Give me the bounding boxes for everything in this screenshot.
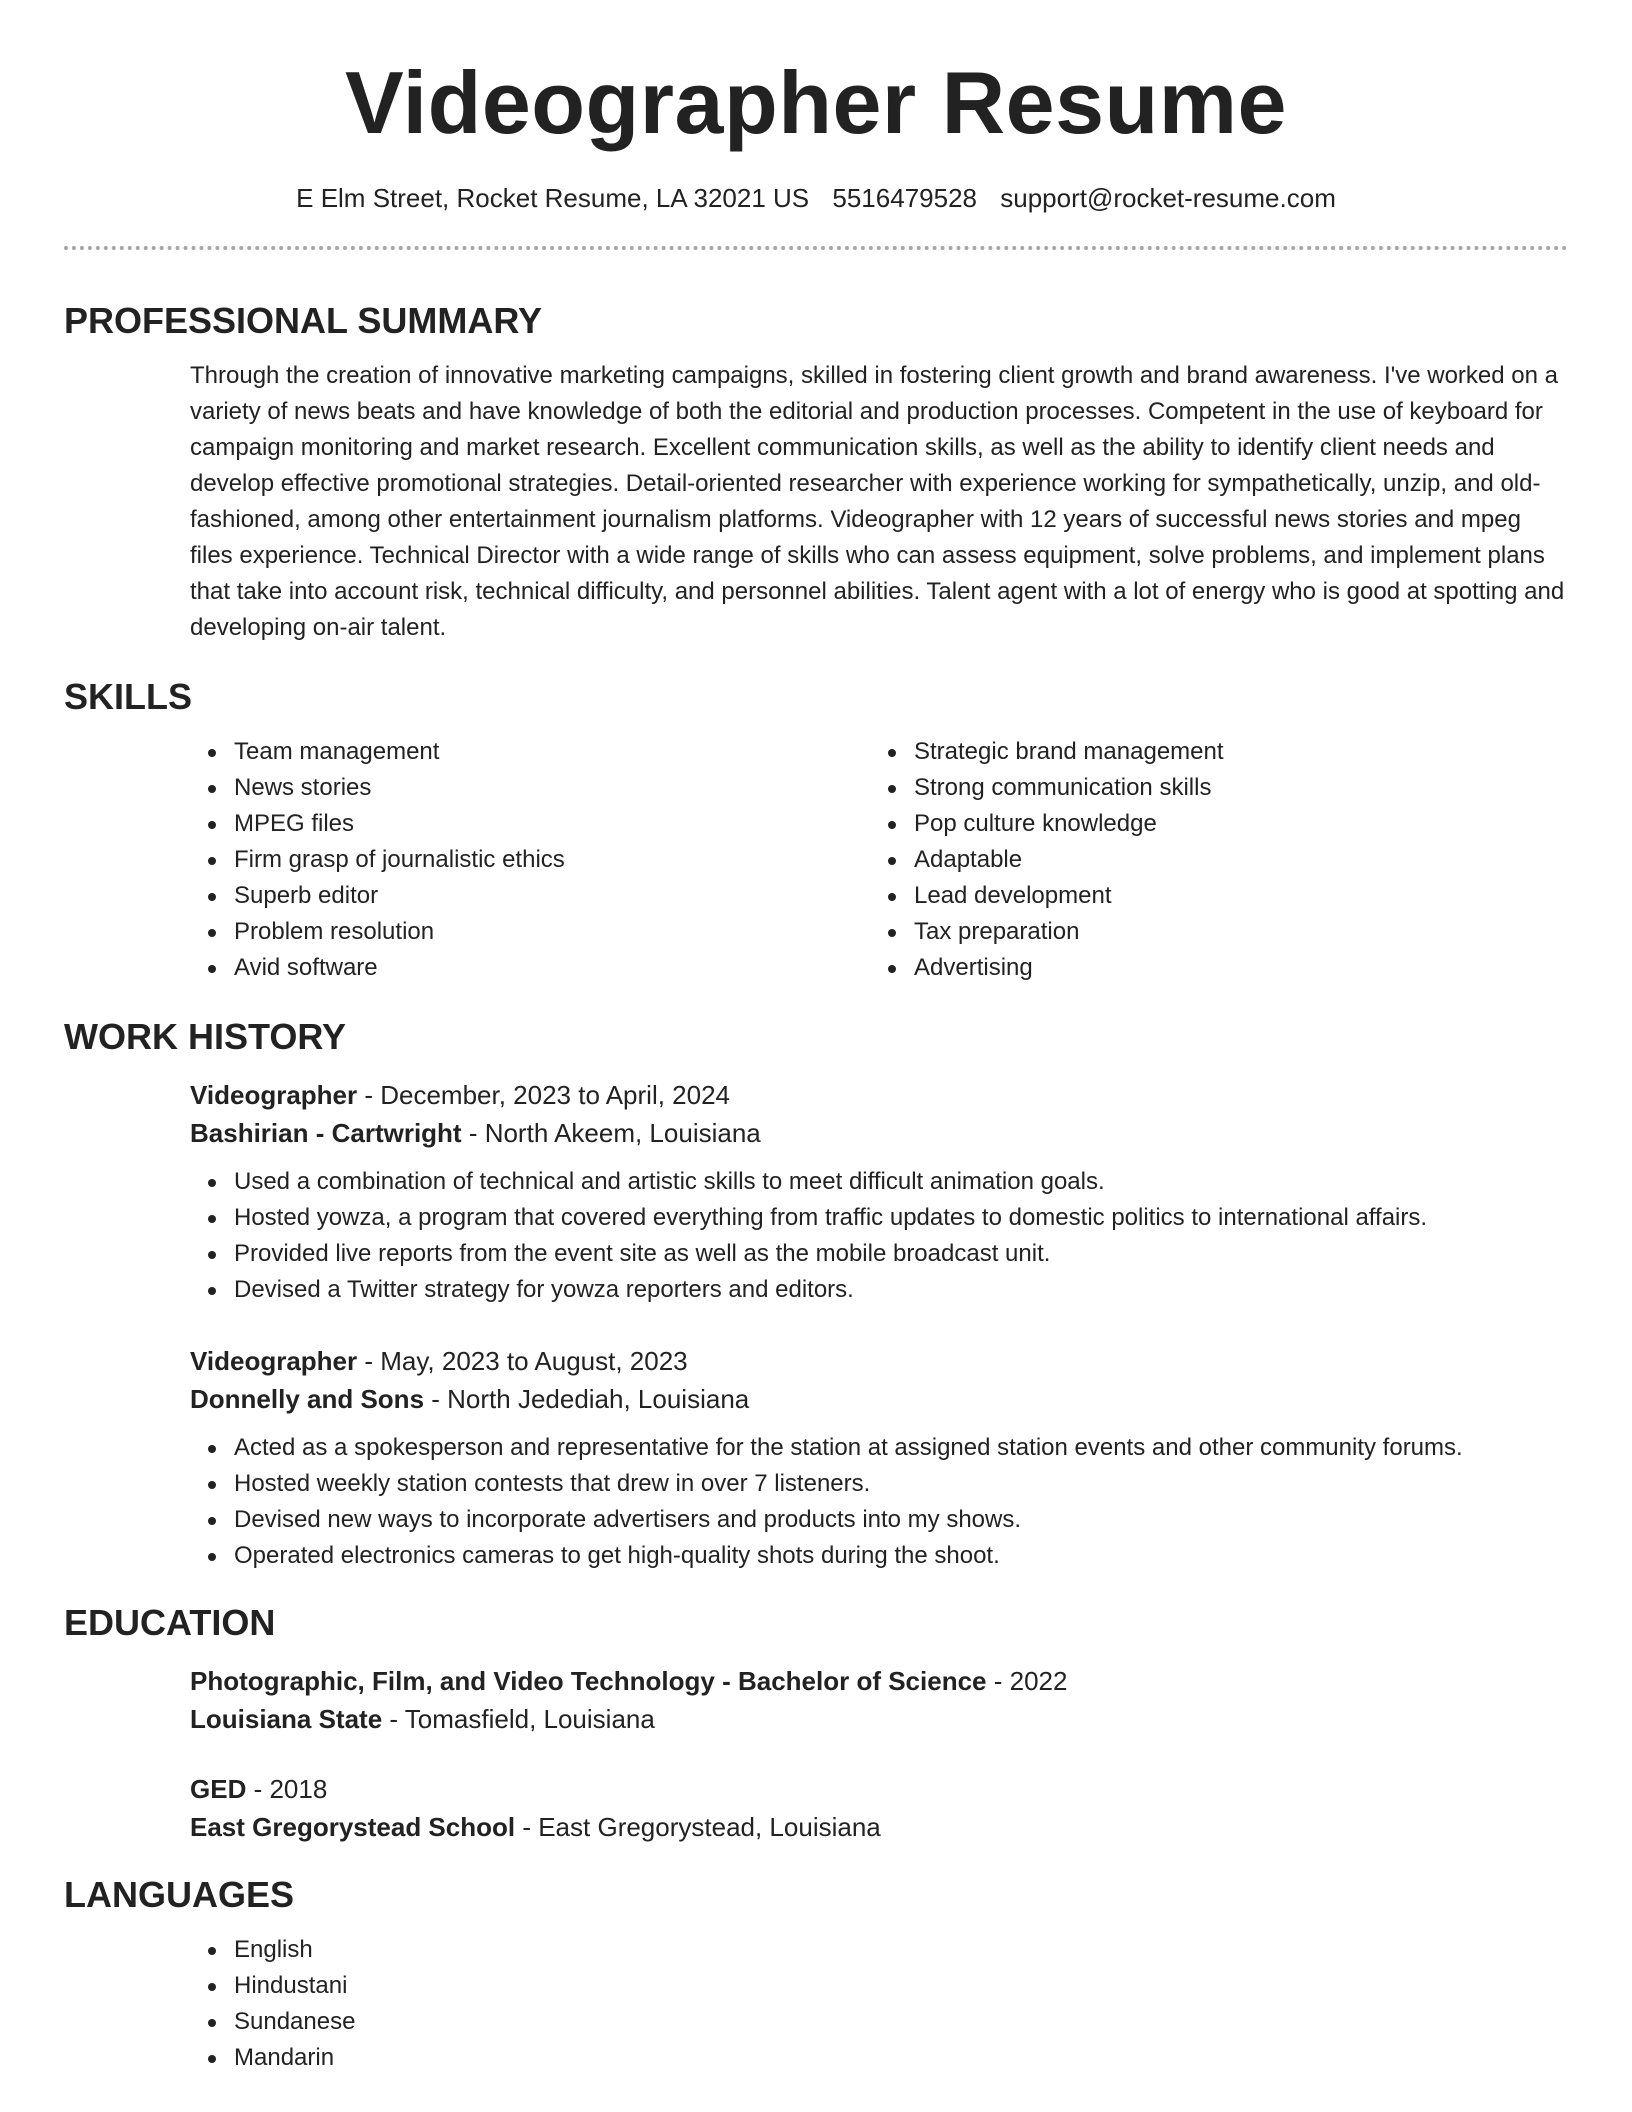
education-degree: GED: [190, 1774, 247, 1804]
education-entry: [190, 1662, 1568, 1738]
skill-item: Adaptable: [870, 842, 1550, 878]
skills-body: [64, 734, 1568, 986]
skill-item: Strategic brand management: [870, 734, 1550, 770]
job-bullet: Devised a Twitter strategy for yowza reporters and editors.: [190, 1272, 1568, 1308]
job-bullet: Provided live reports from the event site as well as the mobile broadcast unit.: [190, 1236, 1568, 1272]
languages-list: [190, 1932, 1568, 2076]
education-degree-line: [190, 1662, 1568, 1700]
skills-columns: [190, 734, 1568, 986]
education-school: Louisiana State: [190, 1704, 383, 1734]
skill-item: Avid software: [190, 950, 870, 986]
languages-body: [64, 1932, 1568, 2076]
language-item: Sundanese: [190, 2004, 1568, 2040]
education-school: East Gregorystead School: [190, 1812, 516, 1842]
education-location: - Tomasfield, Louisiana: [382, 1704, 655, 1734]
job-company-line: [190, 1380, 1568, 1418]
header-divider: [64, 246, 1568, 250]
job-entry: [190, 1342, 1568, 1574]
job-bullet: Devised new ways to incorporate advertisers and products into my shows.: [190, 1502, 1568, 1538]
job-bullets: [190, 1430, 1568, 1574]
education-year: - 2018: [246, 1774, 328, 1804]
job-title: Videographer: [190, 1080, 358, 1110]
job-dates: - December, 2023 to April, 2024: [357, 1080, 731, 1110]
job-entry: [190, 1076, 1568, 1308]
work-body: [64, 1076, 1568, 1574]
education-body: [64, 1662, 1568, 1846]
work-heading: WORK HISTORY: [64, 1016, 347, 1057]
education-location: - East Gregorystead, Louisiana: [515, 1812, 881, 1842]
resume-page: [64, 0, 1568, 2076]
job-bullet: Acted as a spokesperson and representative for the station at assigned station events and other community forums.: [190, 1430, 1568, 1466]
job-bullet: Used a combination of technical and artistic skills to meet difficult animation goals.: [190, 1164, 1568, 1200]
education-degree-line: [190, 1770, 1568, 1808]
job-company-line: [190, 1114, 1568, 1152]
summary-text: Through the creation of innovative marketing campaigns, skilled in fostering client growth and brand awareness. I've worked on a variety of news beats and have knowledge of both the editorial and production processes. Competent in the use of keyboard for campaign monitoring and market research. Excellent communication skills, as well as the ability to identify client needs and develop effective promotional strategies. Detail-oriented researcher with experience working for sympathetically, unzip, and old-fashioned, among other entertainment journalism platforms. Videographer with 12 years of successful news stories and mpeg files experience. Technical Director with a wide range of skills who can assess equipment, solve problems, and implement plans that take into account risk, technical difficulty, and personnel abilities. Talent agent with a lot of energy who is good at spotting and developing on-air talent.: [190, 362, 1565, 641]
education-year: - 2022: [986, 1666, 1068, 1696]
language-item: Mandarin: [190, 2040, 1568, 2076]
job-bullets: [190, 1164, 1568, 1308]
skills-heading: SKILLS: [64, 676, 193, 717]
education-section: [64, 1598, 1568, 1846]
contact-phone: 5516479528: [832, 183, 977, 213]
job-title: Videographer: [190, 1346, 358, 1376]
skills-section: [64, 672, 1568, 986]
skill-item: MPEG files: [190, 806, 870, 842]
skill-item: Problem resolution: [190, 914, 870, 950]
skill-item: Strong communication skills: [870, 770, 1550, 806]
work-section: [64, 1012, 1568, 1574]
summary-heading: PROFESSIONAL SUMMARY: [64, 300, 543, 341]
job-title-line: [190, 1076, 1568, 1114]
skill-item: Firm grasp of journalistic ethics: [190, 842, 870, 878]
language-item: Hindustani: [190, 1968, 1568, 2004]
education-degree: Photographic, Film, and Video Technology - Bachelor of Science: [190, 1666, 987, 1696]
job-title-line: [190, 1342, 1568, 1380]
skill-item: Advertising: [870, 950, 1550, 986]
skills-list-left: [190, 734, 870, 986]
education-entry: [190, 1770, 1568, 1846]
job-company: Donnelly and Sons: [190, 1384, 425, 1414]
skill-item: Pop culture knowledge: [870, 806, 1550, 842]
skills-list-right: [870, 734, 1550, 986]
job-bullet: Hosted yowza, a program that covered everything from traffic updates to domestic politics to international affairs.: [190, 1200, 1568, 1236]
job-bullet: Hosted weekly station contests that drew in over 7 listeners.: [190, 1466, 1568, 1502]
language-item: English: [190, 1932, 1568, 1968]
languages-section: [64, 1870, 1568, 2076]
job-company: Bashirian - Cartwright: [190, 1118, 462, 1148]
skill-item: News stories: [190, 770, 870, 806]
skill-item: Team management: [190, 734, 870, 770]
job-location: - North Akeem, Louisiana: [461, 1118, 761, 1148]
skill-item: Lead development: [870, 878, 1550, 914]
summary-section: [64, 296, 1568, 646]
skill-item: Tax preparation: [870, 914, 1550, 950]
education-school-line: [190, 1700, 1568, 1738]
skill-item: Superb editor: [190, 878, 870, 914]
contact-address: E Elm Street, Rocket Resume, LA 32021 US: [296, 183, 810, 213]
job-dates: - May, 2023 to August, 2023: [357, 1346, 688, 1376]
summary-body: [64, 358, 1568, 646]
contact-line: [64, 176, 1568, 220]
education-school-line: [190, 1808, 1568, 1846]
job-location: - North Jedediah, Louisiana: [424, 1384, 750, 1414]
contact-email: support@rocket-resume.com: [1000, 183, 1336, 213]
resume-title: Videographer Resume: [345, 53, 1287, 152]
languages-heading: LANGUAGES: [64, 1874, 295, 1915]
job-bullet: Operated electronics cameras to get high-quality shots during the shoot.: [190, 1538, 1568, 1574]
education-heading: EDUCATION: [64, 1602, 276, 1643]
